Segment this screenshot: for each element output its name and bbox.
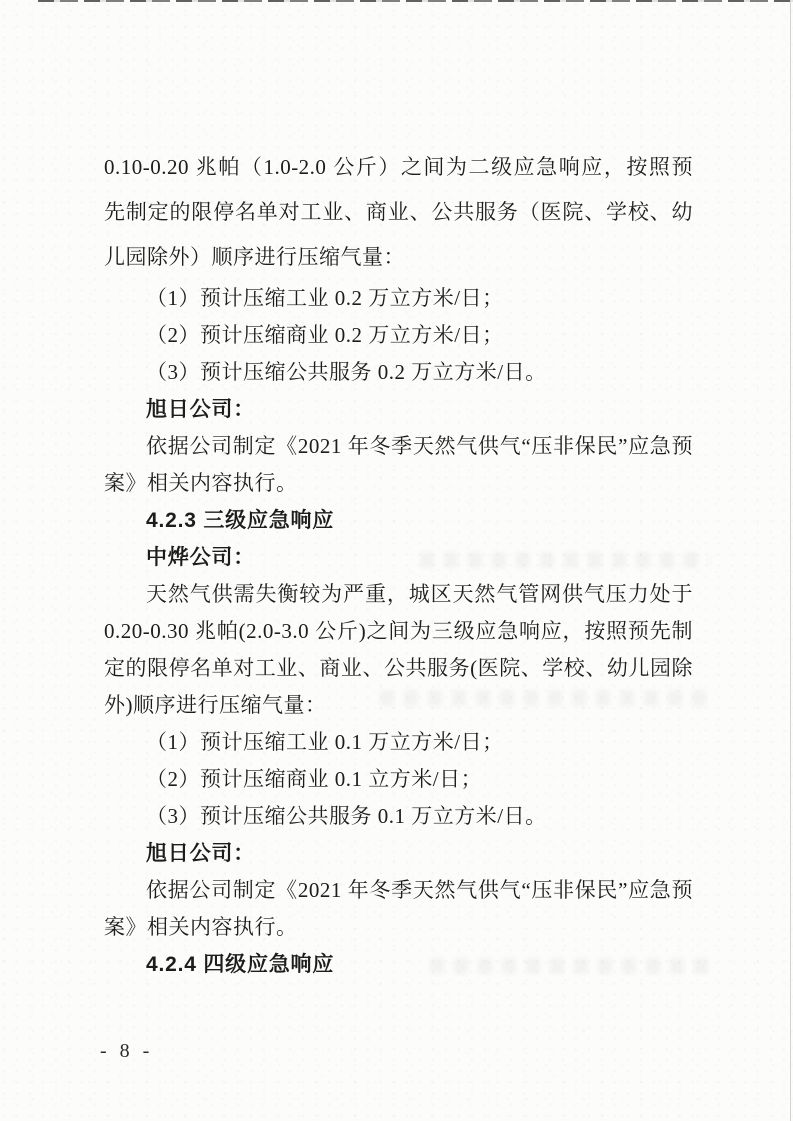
heading-xuri-company-1: 旭日公司： (146, 398, 255, 421)
list-item-commerce-0-1: （2）预计压缩商业 0.1 立方米/日； (146, 767, 483, 791)
paragraph-level2-response: 0.10-0.20 兆帕（1.0-2.0 公斤）之间为二级应急响应，按照预先制定的限停名单对工业、商业、公共服务（医院、学校、幼儿园除外）顺序进行压缩气量： (104, 155, 693, 269)
list-item-public-service-0-2: （3）预计压缩公共服务 0.2 万立方米/日。 (146, 360, 547, 384)
list-item-commerce-0-2: （2）预计压缩商业 0.2 万立方米/日； (146, 323, 504, 347)
list-item-industry-0-1: （1）预计压缩工业 0.1 万立方米/日； (146, 730, 504, 754)
paragraph-xuri-plan-2: 依据公司制定《2021 年冬季天然气供气“压非保民”应急预案》相关内容执行。 (104, 878, 693, 939)
list-item-industry-0-2: （1）预计压缩工业 0.2 万立方米/日； (146, 286, 504, 310)
paragraph-xuri-plan-1: 依据公司制定《2021 年冬季天然气供气“压非保民”应急预案》相关内容执行。 (104, 434, 693, 495)
scan-edge-artifact-right (790, 0, 791, 1121)
paragraph-level3-response: 天然气供需失衡较为严重，城区天然气管网供气压力处于 0.20-0.30 兆帕(2.0-3.0 公斤)之间为三级应急响应，按照预先制定的限停名单对工业、商业、公共服务(医院、学校、幼儿园除外)顺序进行压缩气量： (104, 582, 693, 717)
list-item-public-service-0-1: （3）预计压缩公共服务 0.1 万立方米/日。 (146, 804, 547, 828)
heading-section-4-2-3: 4.2.3 三级应急响应 (146, 509, 335, 532)
document-body (104, 145, 693, 983)
heading-zhongye-company: 中烨公司： (146, 546, 255, 569)
page-number: - 8 - (100, 1040, 154, 1062)
heading-section-4-2-4: 4.2.4 四级应急响应 (146, 953, 335, 976)
scan-edge-artifact-top (38, 0, 793, 2)
heading-xuri-company-2: 旭日公司： (146, 842, 255, 865)
